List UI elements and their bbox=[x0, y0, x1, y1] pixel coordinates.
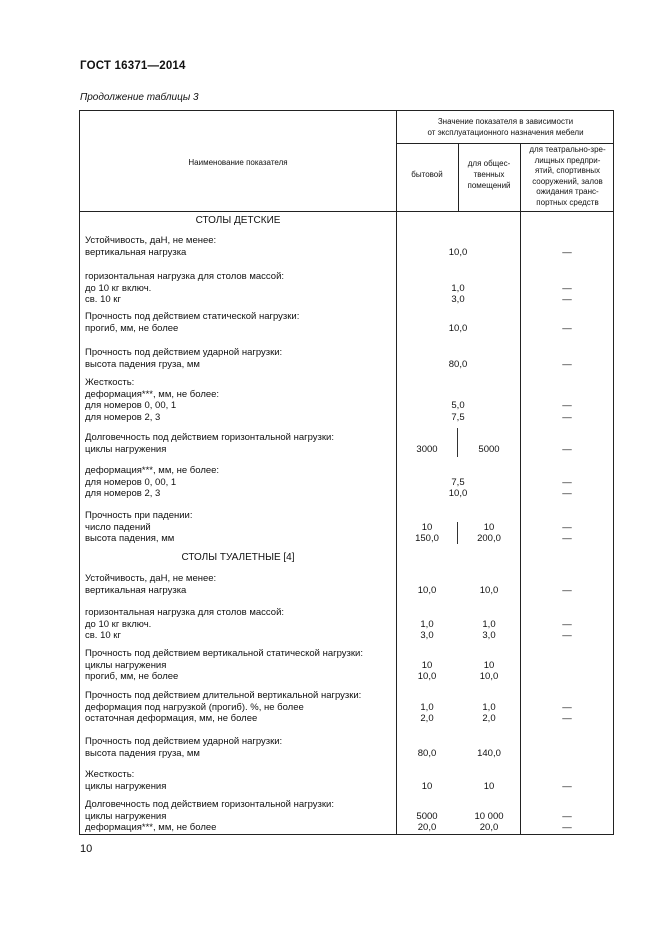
row-label bbox=[85, 347, 395, 370]
value-public: 200,0 bbox=[477, 533, 501, 544]
table-row bbox=[80, 432, 613, 455]
row-label-line: циклы нагружения bbox=[85, 443, 167, 455]
table-row bbox=[80, 607, 613, 642]
value-theater: — bbox=[562, 400, 572, 411]
table-row bbox=[80, 377, 613, 423]
value-theater: — bbox=[562, 358, 572, 370]
row-label-line: высота падения, мм bbox=[85, 533, 175, 544]
value-merged: 3,0 bbox=[451, 294, 465, 305]
row-label bbox=[85, 235, 395, 258]
table-row bbox=[80, 271, 613, 306]
header-line: твенных bbox=[473, 170, 505, 179]
table-row bbox=[80, 573, 613, 596]
value-theater: — bbox=[562, 294, 572, 305]
row-label-line: Прочность под действием ударной нагрузки: bbox=[85, 736, 283, 747]
row-label-line: прогиб, мм, не более bbox=[85, 671, 179, 682]
value-theater: — bbox=[562, 713, 572, 724]
row-label-line: прогиб, мм, не более bbox=[85, 322, 179, 334]
header-bottom-line bbox=[80, 211, 613, 212]
row-label-line: деформация под нагрузкой (прогиб). %, не более bbox=[85, 701, 304, 713]
value-domestic: 10,0 bbox=[417, 671, 437, 682]
row-label bbox=[85, 432, 395, 455]
value-theater: — bbox=[562, 322, 572, 334]
row-label-line: число падений bbox=[85, 521, 151, 533]
row-label-line: для номеров 0, 00, 1 bbox=[85, 400, 177, 411]
row-label-line: Устойчивость, даН, не менее: bbox=[85, 235, 217, 246]
value-theater: — bbox=[562, 810, 572, 822]
value-merged: 1,0 bbox=[451, 282, 465, 294]
standard-number: ГОСТ 16371—2014 bbox=[80, 60, 186, 72]
value-domestic: 3,0 bbox=[420, 630, 434, 641]
header-col-domestic: бытовой bbox=[411, 170, 443, 179]
row-label bbox=[85, 465, 395, 500]
value-theater: — bbox=[562, 476, 572, 488]
row-label-line: до 10 кг включ. bbox=[85, 618, 152, 630]
row-label-line: для номеров 2, 3 bbox=[85, 488, 161, 499]
value-merged: 80,0 bbox=[448, 358, 468, 370]
header-line: для общес- bbox=[467, 159, 511, 168]
header-group-line: от эксплуатационного назначения мебели bbox=[427, 128, 584, 137]
table-row bbox=[80, 769, 613, 792]
value-merged: 5,0 bbox=[451, 400, 465, 411]
value-domestic: 1,0 bbox=[420, 618, 434, 630]
value-merged: 7,5 bbox=[451, 411, 465, 423]
value-public: 10 bbox=[483, 521, 495, 533]
table-row bbox=[80, 347, 613, 370]
header-line: сооружений, залов bbox=[532, 176, 603, 186]
value-domestic: 5000 bbox=[416, 810, 438, 822]
header-line: ожидания транс- bbox=[536, 187, 599, 196]
row-label-line: для номеров 0, 00, 1 bbox=[85, 476, 177, 488]
section-title: СТОЛЫ ТУАЛЕТНЫЕ [4] bbox=[181, 552, 295, 563]
row-label-line: горизонтальная нагрузка для столов массой: bbox=[85, 271, 285, 282]
row-label-line: Прочность под действием вертикальной статической нагрузки: bbox=[85, 648, 363, 659]
row-label-line: Прочность под действием ударной нагрузки: bbox=[85, 347, 283, 358]
header-group-line: Значение показателя в зависимости bbox=[437, 117, 574, 126]
row-label bbox=[85, 799, 395, 834]
row-label bbox=[85, 648, 395, 683]
value-merged: 10,0 bbox=[448, 322, 468, 334]
table-row bbox=[80, 465, 613, 500]
value-public: 140,0 bbox=[477, 747, 501, 759]
row-label-line: Жесткость: bbox=[85, 377, 135, 388]
value-public: 5000 bbox=[478, 443, 500, 455]
row-label bbox=[85, 690, 395, 725]
value-domestic: 20,0 bbox=[417, 822, 437, 833]
row-label-line: Прочность при падении: bbox=[85, 510, 193, 521]
table-caption: Продолжение таблицы 3 bbox=[80, 92, 199, 103]
value-public: 10,0 bbox=[479, 584, 499, 596]
value-theater: — bbox=[562, 533, 572, 544]
row-label bbox=[85, 377, 395, 423]
row-label-line: остаточная деформация, мм, не более bbox=[85, 713, 258, 724]
value-theater: — bbox=[562, 411, 572, 423]
row-label-line: вертикальная нагрузка bbox=[85, 246, 187, 258]
value-theater: — bbox=[562, 443, 572, 455]
requirements-table bbox=[79, 110, 614, 835]
row-label-line: Жесткость: bbox=[85, 769, 135, 780]
row-label bbox=[85, 573, 395, 596]
row-label-line: Устойчивость, даН, не менее: bbox=[85, 573, 217, 584]
row-label bbox=[85, 607, 395, 642]
value-domestic: 80,0 bbox=[417, 747, 437, 759]
value-domestic: 10 bbox=[421, 780, 433, 792]
table-row bbox=[80, 736, 613, 759]
row-label-line: Прочность под действием длительной вертикальной нагрузки: bbox=[85, 690, 362, 701]
row-label bbox=[85, 311, 395, 334]
value-divider bbox=[457, 522, 458, 544]
row-label-line: высота падения груза, мм bbox=[85, 358, 200, 370]
value-public: 1,0 bbox=[482, 701, 496, 713]
value-theater: — bbox=[562, 584, 572, 596]
value-theater: — bbox=[562, 701, 572, 713]
table-row bbox=[80, 799, 613, 834]
header-line: портных средств bbox=[536, 197, 599, 207]
row-label-line: св. 10 кг bbox=[85, 294, 121, 305]
row-label-line: деформация***, мм, не более: bbox=[85, 388, 220, 400]
value-public: 2,0 bbox=[482, 713, 496, 724]
value-domestic: 2,0 bbox=[420, 713, 434, 724]
row-label-line: вертикальная нагрузка bbox=[85, 584, 187, 596]
header-col-public bbox=[458, 158, 520, 191]
row-label-line: циклы нагружения bbox=[85, 659, 167, 671]
value-theater: — bbox=[562, 521, 572, 533]
value-domestic: 10,0 bbox=[417, 584, 437, 596]
header-group bbox=[396, 116, 615, 138]
row-label-line: для номеров 2, 3 bbox=[85, 411, 161, 423]
table-row bbox=[80, 648, 613, 683]
value-domestic: 3000 bbox=[416, 443, 438, 455]
header-name-column: Наименование показателя bbox=[188, 158, 288, 167]
row-label bbox=[85, 510, 395, 545]
table-row bbox=[80, 311, 613, 334]
value-theater: — bbox=[562, 488, 572, 499]
header-line: для театрально-зре- bbox=[529, 145, 606, 154]
header-line: помещений bbox=[467, 181, 511, 190]
value-public: 10 000 bbox=[474, 810, 504, 822]
table-row bbox=[80, 510, 613, 545]
value-domestic: 1,0 bbox=[420, 701, 434, 713]
section-title: СТОЛЫ ДЕТСКИЕ bbox=[195, 215, 281, 226]
header-divider bbox=[396, 143, 613, 144]
row-label bbox=[85, 736, 395, 759]
value-public: 20,0 bbox=[479, 822, 499, 833]
page-number: 10 bbox=[80, 843, 93, 855]
value-domestic: 10 bbox=[421, 659, 433, 671]
value-divider bbox=[457, 428, 458, 457]
value-domestic: 10 bbox=[421, 521, 433, 533]
value-merged: 7,5 bbox=[451, 476, 465, 488]
row-label-line: циклы нагружения bbox=[85, 810, 167, 822]
row-label-line: Долговечность под действием горизонтальной нагрузки: bbox=[85, 432, 335, 443]
row-label-line: горизонтальная нагрузка для столов массой: bbox=[85, 607, 285, 618]
value-public: 1,0 bbox=[482, 618, 496, 630]
value-public: 3,0 bbox=[482, 630, 496, 641]
header-line: ятий, спортивных bbox=[535, 166, 600, 175]
value-theater: — bbox=[562, 822, 572, 833]
value-merged: 10,0 bbox=[448, 488, 468, 499]
value-theater: — bbox=[562, 618, 572, 630]
value-merged: 10,0 bbox=[448, 246, 468, 258]
value-theater: — bbox=[562, 780, 572, 792]
row-label-line: деформация***, мм, не более bbox=[85, 822, 217, 833]
row-label-line: Долговечность под действием горизонтальной нагрузки: bbox=[85, 799, 335, 810]
value-domestic: 150,0 bbox=[415, 533, 439, 544]
row-label bbox=[85, 271, 395, 306]
value-theater: — bbox=[562, 246, 572, 258]
value-public: 10,0 bbox=[479, 671, 499, 682]
row-label-line: Прочность под действием статической нагрузки: bbox=[85, 311, 300, 322]
row-label-line: до 10 кг включ. bbox=[85, 282, 152, 294]
row-label-line: св. 10 кг bbox=[85, 630, 121, 641]
table-row bbox=[80, 690, 613, 725]
value-public: 10 bbox=[483, 659, 495, 671]
value-theater: — bbox=[562, 630, 572, 641]
row-label-line: высота падения груза, мм bbox=[85, 747, 200, 759]
value-theater: — bbox=[562, 282, 572, 294]
row-label-line: циклы нагружения bbox=[85, 780, 167, 792]
header-line: лищных предпри- bbox=[534, 155, 601, 165]
row-label-line: деформация***, мм, не более: bbox=[85, 465, 220, 476]
header-col-theater bbox=[520, 145, 615, 208]
table-row bbox=[80, 235, 613, 258]
value-public: 10 bbox=[483, 780, 495, 792]
row-label bbox=[85, 769, 395, 792]
